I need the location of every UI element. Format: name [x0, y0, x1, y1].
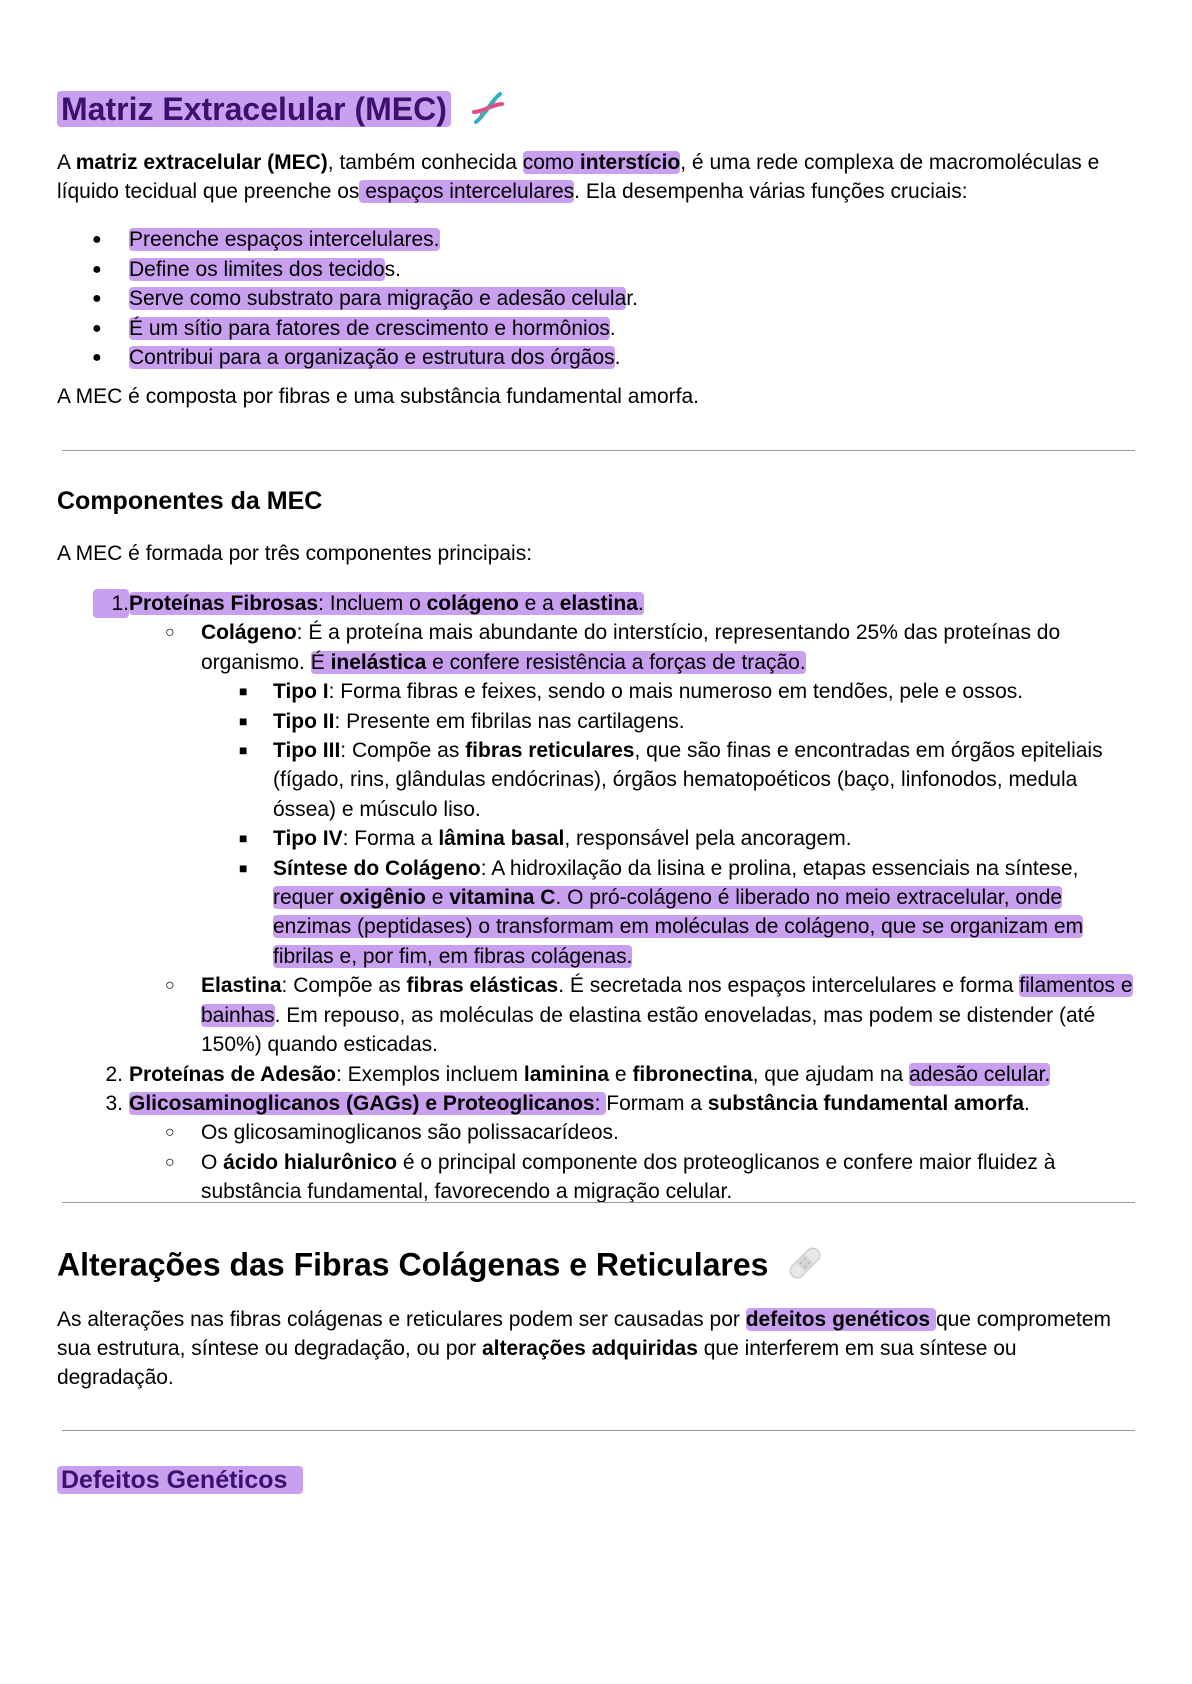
composition-text: A MEC é composta por fibras e uma substância fundamental amorfa. [57, 385, 699, 408]
alteracoes-heading: Alterações das Fibras Colágenas e Reticulares [57, 1243, 825, 1291]
list-item: ■ Síntese do Colágeno: A hidroxilação da lisina e prolina, etapas essenciais na síntese, requer oxigênio e vitamina C. O pró-colágeno é liberado no meio extracelular, onde enzimas (peptidases) o transformam em moléculas de colágeno, que se organizam em fibrilas e, por fim, em fibras colágenas. [239, 856, 1084, 968]
list-item: ■ Tipo II: Presente em fibrilas nas cartilagens. [239, 709, 685, 733]
alteracoes-paragraph: As alterações nas fibras colágenas e reticulares podem ser causadas por defeitos genéticos que comprometem sua estrutura, síntese ou degradação, ou por alterações adquiridas que interferem em sua síntese ou degradação. [57, 1308, 1112, 1389]
list-item: ○ Colágeno: É a proteína mais abundante do interstício, representando 25% das proteínas do organismo. É inelástica e confere resistência a forças de tração. [165, 621, 1061, 674]
list-item: ○ O ácido hialurônico é o principal componente dos proteoglicanos e confere maior fluidez à substância fundamental, favorecendo a migração celular. [165, 1150, 1056, 1204]
list-item: ● Preenche espaços intercelulares. [57, 225, 1135, 255]
list-item: ● Contribui para a organização e estrutura dos órgãos. [57, 343, 1135, 373]
list-item: 2. Proteínas de Adesão: Exemplos incluem laminina e fibronectina, que ajudam na adesão celular. [105, 1062, 1051, 1086]
list-item: ■ Tipo III: Compõe as fibras reticulares, que são finas e encontradas em órgãos epiteliais (fígado, rins, glândulas endócrinas), órgãos hematopoéticos (baço, linfonodos, medula óssea) e músculo liso. [239, 739, 1103, 821]
defeitos-heading: Defeitos Genéticos [57, 1466, 303, 1495]
divider [62, 450, 1135, 451]
list-item: ■ Tipo I: Forma fibras e feixes, sendo o mais numeroso em tendões, pele e ossos. [239, 680, 1024, 704]
components-list [57, 589, 1135, 1207]
list-item: ○ Os glicosaminoglicanos são polissacarídeos. [165, 1121, 619, 1145]
divider [62, 1430, 1135, 1431]
page-title-text: Matriz Extracelular (MEC) [57, 91, 451, 127]
components-intro: A MEC é formada por três componentes principais: [57, 542, 533, 565]
list-item: 1. Proteínas Fibrosas: Incluem o colágeno e a elastina. [57, 589, 1135, 618]
components-heading: Componentes da MEC [57, 487, 323, 515]
page-title [57, 88, 508, 136]
list-item: ■ Tipo IV: Forma a lâmina basal, responsável pela ancoragem. [239, 827, 852, 851]
divider [62, 1202, 1135, 1203]
list-item: ○ Elastina: Compõe as fibras elásticas. É secretada nos espaços intercelulares e forma filamentos e bainhas. Em repouso, as moléculas de elastina estão enoveladas, mas podem se distender (até 150%) quando esticadas. [165, 974, 1133, 1057]
list-item: 3. Glicosaminoglicanos (GAGs) e Proteoglicanos: Formam a substância fundamental amorfa. [105, 1091, 1030, 1115]
list-item: ● É um sítio para fatores de crescimento e hormônios. [57, 314, 1135, 344]
functions-list [57, 225, 1135, 373]
list-item: ● Define os limites dos tecidos. [57, 255, 1135, 285]
dna-icon [468, 88, 508, 136]
intro-paragraph: A matriz extracelular (MEC), também conhecida como interstício, é uma rede complexa de macromoléculas e líquido tecidual que preenche os espaços intercelulares. Ela desempenha várias funções cruciais: [57, 151, 1100, 203]
list-item: ● Serve como substrato para migração e adesão celular. [57, 284, 1135, 314]
bandage-icon [785, 1243, 825, 1291]
